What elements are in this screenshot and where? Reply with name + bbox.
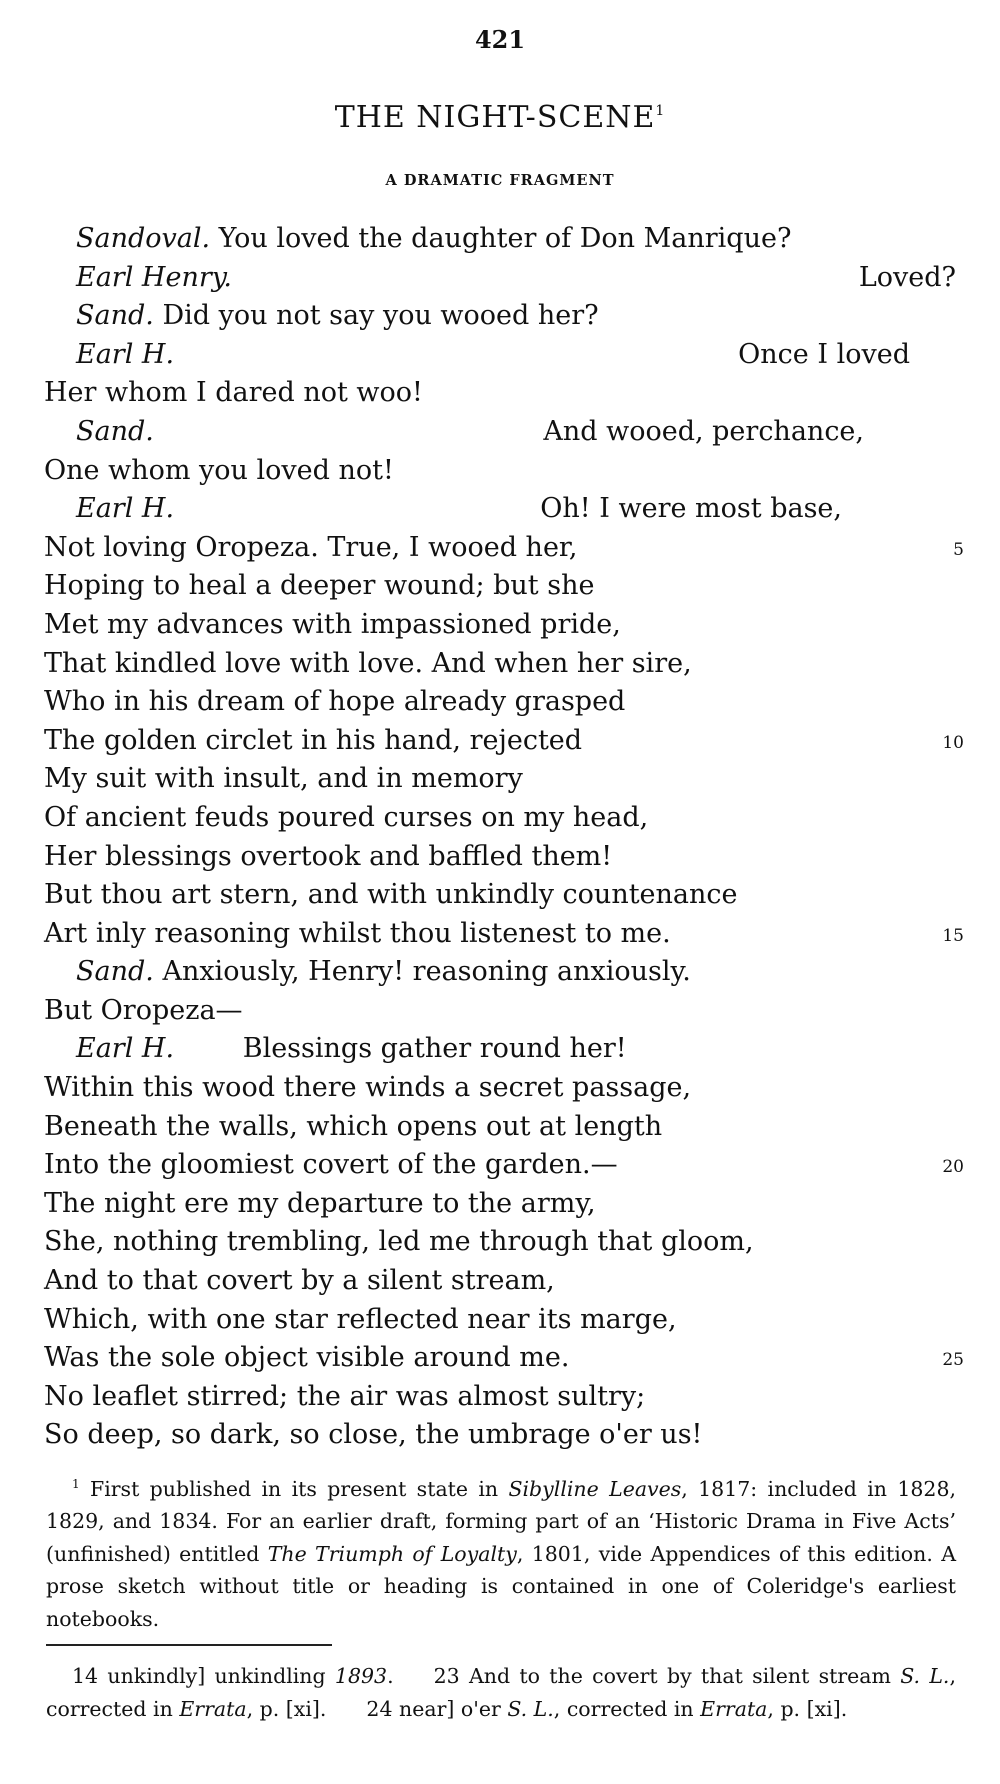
verse-line <box>44 1262 964 1301</box>
line-number: 25 <box>942 1350 964 1371</box>
verse-text-continuation: Loved? <box>858 261 956 293</box>
verse-line <box>44 413 964 452</box>
verse-text: The golden circlet in his hand, rejected <box>44 724 583 756</box>
speaker-name: Earl H. <box>76 338 175 370</box>
variant-24-end: , p. [xi]. <box>767 1696 848 1721</box>
variant-24 <box>366 1697 847 1721</box>
verse-line <box>44 490 964 529</box>
poem-subtitle: A DRAMATIC FRAGMENT <box>385 172 615 189</box>
verse-text: That kindled love with love. And when her sire, <box>44 647 692 679</box>
footnote-text-1: First published in its present state in <box>79 1476 509 1501</box>
verse-line <box>44 1378 964 1417</box>
verse-text: You loved the daughter of Don Manrique? <box>210 223 792 254</box>
poem-title <box>0 100 1000 135</box>
variant-23-text: 23 And to the covert by that silent stream <box>433 1664 901 1688</box>
verse-text: The night ere my departure to the army, <box>44 1187 596 1219</box>
verse-text: Within this wood there winds a secret passage, <box>44 1072 692 1104</box>
line-number: 15 <box>942 925 964 946</box>
footnote-divider <box>46 1644 332 1646</box>
speaker-name: Earl Henry. <box>76 261 233 293</box>
verse-text: So deep, so dark, so close, the umbrage o'er us! <box>44 1419 703 1451</box>
verse-text: Her blessings overtook and baffled them! <box>44 840 613 872</box>
footnote-reference-mark: 1 <box>655 103 666 119</box>
verse-text-continuation: Once I loved <box>738 338 910 370</box>
verse-line <box>44 297 964 336</box>
verse-text: Her whom I dared not woo! <box>44 377 423 409</box>
variant-24-errata: Errata <box>700 1696 768 1721</box>
verse-line <box>44 606 964 645</box>
verse-line <box>44 567 964 606</box>
verse-text: And to that covert by a silent stream, <box>44 1265 555 1297</box>
verse-text: Hoping to heal a deeper wound; but she <box>44 570 595 602</box>
verse-line <box>44 1069 964 1108</box>
verse-line <box>44 992 964 1031</box>
line-number: 5 <box>953 539 964 560</box>
variant-14-source: 1893 <box>334 1664 388 1688</box>
verse-text: Met my advances with impassioned pride, <box>44 608 621 640</box>
verse-text: Not loving Oropeza. True, I wooed her, <box>44 531 578 563</box>
verse-text: Art inly reasoning whilst thou listenest to me. <box>44 917 671 949</box>
verse-line <box>44 838 964 877</box>
speaker-name: Earl H. <box>76 493 175 525</box>
speaker-name: Sandoval. <box>76 223 211 254</box>
variant-14-text: 14 unkindly] unkindling <box>72 1664 335 1688</box>
footnote-text-3: , 1801, vide Appendices of this edition. A prose sketch without title or heading is contained in one of Coleridge's earliest notebooks. <box>46 1541 956 1631</box>
verse-block <box>44 220 964 1455</box>
variant-24-text: 24 near] o'er <box>366 1696 508 1721</box>
verse-line <box>44 1146 964 1185</box>
variant-14-end: . <box>387 1664 394 1688</box>
verse-line <box>44 915 964 954</box>
verse-text: No leaflet stirred; the air was almost sultry; <box>44 1380 646 1412</box>
variant-14 <box>72 1664 394 1688</box>
verse-text: Into the gloomiest covert of the garden.— <box>44 1149 618 1181</box>
verse-line <box>44 374 964 413</box>
verse-line <box>44 259 964 298</box>
verse-line <box>44 336 964 375</box>
verse-text: Who in his dream of hope already grasped <box>44 686 626 718</box>
verse-text: She, nothing trembling, led me through that gloom, <box>44 1226 754 1258</box>
footnote-title-triumph-of-loyalty: The Triumph of Loyalty <box>267 1541 517 1566</box>
verse-line <box>44 452 964 491</box>
verse-line <box>44 220 964 259</box>
verse-line <box>44 645 964 684</box>
verse-text: Which, with one star reflected near its marge, <box>44 1303 677 1335</box>
speaker-name: Sand. <box>76 956 154 988</box>
page-number: 421 <box>474 25 526 54</box>
verse-text-continuation: Oh! I were most base, <box>540 493 842 525</box>
variant-24-mid: , corrected in <box>553 1696 701 1721</box>
variant-23-errata: Errata <box>179 1696 247 1721</box>
verse-line <box>44 876 964 915</box>
verse-line <box>44 760 964 799</box>
speaker-name: Earl H. <box>76 1033 175 1065</box>
verse-line <box>44 1223 964 1262</box>
verse-line <box>44 529 964 568</box>
speaker-name: Sand. <box>76 415 154 447</box>
verse-text: But thou art stern, and with unkindly countenance <box>44 879 738 911</box>
verse-text: Beneath the walls, which opens out at length <box>44 1110 663 1142</box>
variant-24-source: S. L. <box>507 1696 554 1721</box>
variant-23-mid: , corrected in <box>46 1664 956 1721</box>
speaker-name: Sand. <box>76 300 154 332</box>
footnote-title-sibylline-leaves: Sibylline Leaves <box>508 1476 682 1501</box>
verse-line <box>44 1185 964 1224</box>
line-number: 20 <box>942 1157 964 1178</box>
verse-line <box>44 722 964 761</box>
verse-line <box>44 1416 964 1455</box>
verse-line <box>44 953 964 992</box>
variant-23-source: S. L. <box>900 1664 950 1688</box>
verse-line <box>44 1030 964 1069</box>
footnote-text-2: , 1817: included in 1828, 1829, and 1834. For an earlier draft, forming part of an ‘Historic Drama in Five Acts’ (unfinished) entitled <box>46 1476 957 1566</box>
verse-line <box>44 1108 964 1147</box>
editorial-footnote <box>46 1468 956 1635</box>
verse-text: But Oropeza— <box>44 994 243 1026</box>
verse-line <box>44 1301 964 1340</box>
verse-text-continuation: And wooed, perchance, <box>543 415 864 447</box>
verse-text: Of ancient feuds poured curses on my head, <box>44 801 649 833</box>
verse-line <box>44 799 964 838</box>
verse-text: Was the sole object visible around me. <box>44 1342 570 1374</box>
verse-line <box>44 683 964 722</box>
verse-text: Did you not say you wooed her? <box>153 300 599 332</box>
footnote-mark: 1 <box>72 1477 80 1491</box>
verse-line <box>44 1339 964 1378</box>
verse-text: One whom you loved not! <box>44 454 394 486</box>
variant-23-end: , p. [xi]. <box>246 1696 327 1721</box>
verse-text: Blessings gather round her! <box>174 1033 627 1065</box>
textual-variants <box>46 1660 956 1725</box>
poem-title-text: THE NIGHT-SCENE <box>334 100 656 135</box>
verse-text: Anxiously, Henry! reasoning anxiously. <box>153 956 691 988</box>
line-number: 10 <box>942 732 964 753</box>
verse-text: My suit with insult, and in memory <box>44 763 523 795</box>
